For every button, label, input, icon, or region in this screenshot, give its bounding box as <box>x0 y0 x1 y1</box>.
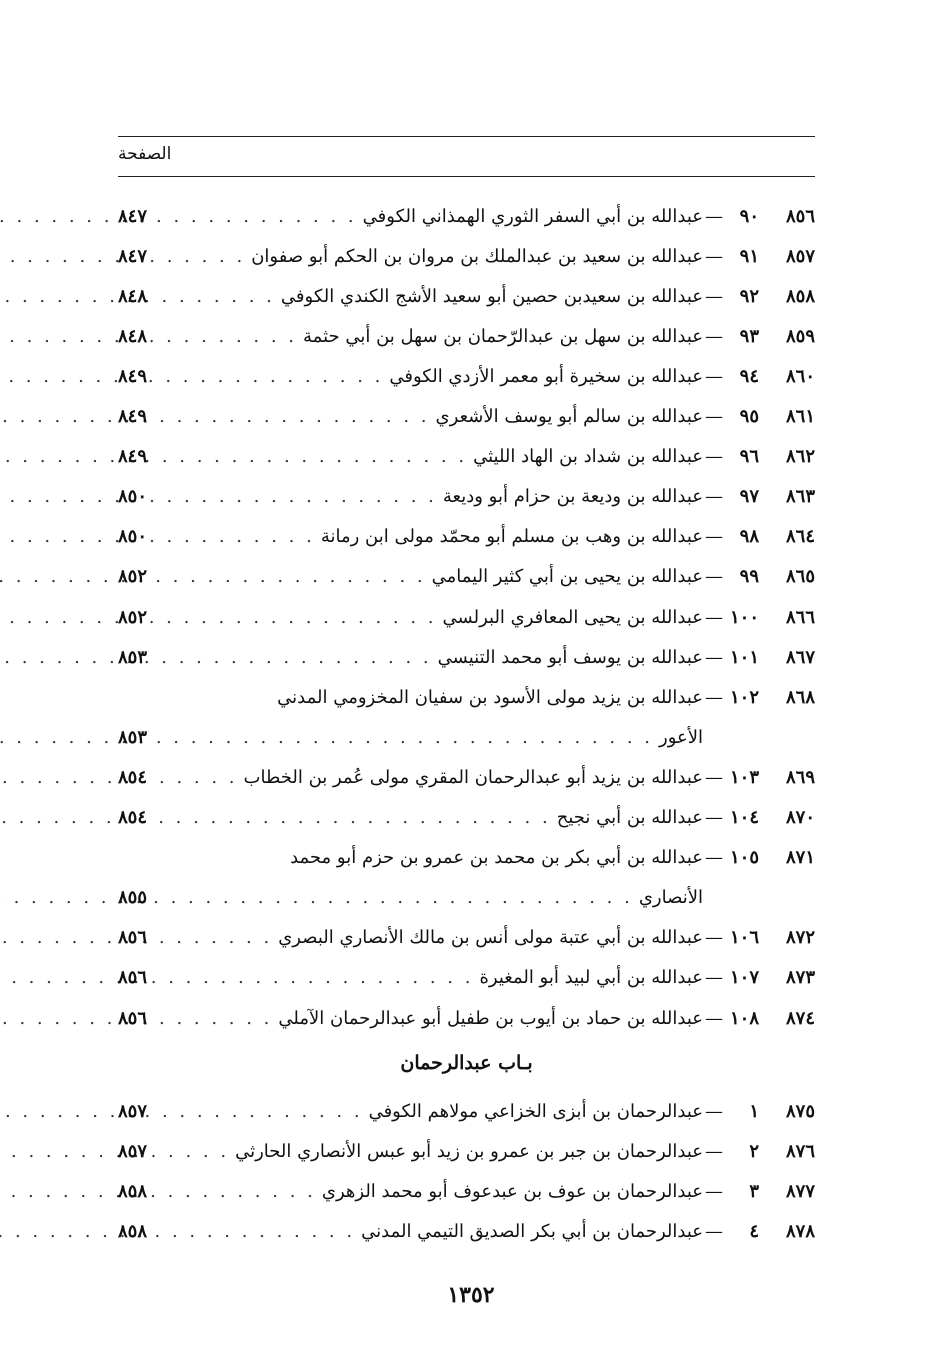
entry-dash: — <box>705 847 723 869</box>
entry-sequence-number: ٨٧٠ <box>785 807 815 828</box>
entry-number: ٩٧ <box>739 486 759 508</box>
entry-number: ١٠٢ <box>729 686 759 708</box>
entry-number: ٩٥ <box>739 406 759 427</box>
entry-dash: — <box>705 1007 723 1029</box>
entry-number: ٩٣ <box>739 325 759 347</box>
entry-sequence-number: ٨٧٥ <box>785 1100 815 1122</box>
entry-sequence-number: ٨٧٤ <box>785 1007 815 1029</box>
entry-number: ١٠٥ <box>729 847 759 869</box>
entry-page-number: ٨٥٨ <box>118 1180 148 1202</box>
entry-sequence-number: ٨٦٦ <box>785 606 815 628</box>
entry-page-number: ٨٥٧ <box>118 1100 148 1122</box>
entry-dash: — <box>705 686 723 708</box>
entry-number: ١٠١ <box>729 646 759 668</box>
entry-number: ٩٨ <box>739 526 759 548</box>
entry-dash: — <box>705 967 723 989</box>
entry-number: ٩١ <box>739 245 759 267</box>
entry-dash: — <box>705 526 723 548</box>
entry-number: ٩٩ <box>739 566 759 588</box>
entry-number: ٤ <box>749 1220 759 1242</box>
entry-page-number: ٨٤٧ <box>118 205 148 227</box>
leader-dots <box>170 1181 316 1202</box>
entry-title: عبدالله بن حماد بن أيوب بن طفيل أبو عبدالرحمان الآملي <box>278 1007 703 1029</box>
leader-dots <box>170 366 383 387</box>
leader-dots <box>170 727 653 748</box>
toc-entry <box>118 878 815 918</box>
entry-page-number: ٨٤٩ <box>118 365 148 387</box>
entry-sequence-number: ٨٦٢ <box>785 446 815 468</box>
entry-title: عبدالله بن يوسف أبو محمد التنيسي <box>437 646 703 668</box>
entry-page-number: ٨٥٤ <box>118 807 148 828</box>
entry-number: ٣ <box>749 1180 759 1202</box>
toc-entry <box>118 677 815 717</box>
entry-sequence-number: ٨٧٣ <box>785 967 815 989</box>
toc-entry <box>118 196 815 236</box>
entry-page-number: ٨٥٢ <box>118 606 148 628</box>
entry-page-number: ٨٥٦ <box>118 967 148 989</box>
entry-title: عبدالله بن أبي بكر بن محمد بن عمرو بن حزم أبو محمد <box>290 847 703 869</box>
toc-entry <box>118 1211 815 1251</box>
entry-sequence-number: ٨٦٠ <box>785 365 815 387</box>
leader-dots <box>170 647 432 668</box>
entry-title: عبدالله بن يزيد أبو عبدالرحمان المقري مولى عُمر بن الخطاب <box>243 766 703 788</box>
entry-title: عبدالله بن وديعة بن حزام أبو وديعة <box>442 486 703 508</box>
entry-sequence-number: ٨٧٨ <box>785 1220 815 1242</box>
entry-number: ١٠٧ <box>729 967 759 989</box>
entry-dash: — <box>705 446 723 468</box>
entry-dash: — <box>705 325 723 347</box>
toc-entry <box>118 236 815 276</box>
entry-sequence-number: ٨٦١ <box>785 406 815 427</box>
toc-entry <box>118 517 815 557</box>
entry-sequence-number: ٨٦٧ <box>785 646 815 668</box>
leader-dots <box>170 1221 355 1242</box>
toc-entry <box>118 1091 815 1131</box>
entry-title: الأعور <box>659 726 703 748</box>
entry-title: عبدالله بن يحيى المعافري البرلسي <box>442 606 703 628</box>
toc-entry <box>118 276 815 316</box>
toc-entry <box>118 798 815 838</box>
entry-sequence-number: ٨٦٤ <box>785 526 815 548</box>
leader-dots <box>170 566 426 587</box>
entry-number: ١ <box>749 1100 759 1122</box>
entry-title: عبدالله بن أبي السفر الثوري الهمذاني الكوفي <box>362 205 703 227</box>
entry-dash: — <box>705 766 723 788</box>
entry-sequence-number: ٨٦٩ <box>785 766 815 788</box>
entry-page-number: ٨٥٠ <box>118 526 148 548</box>
entry-number: ١٠٦ <box>729 927 759 949</box>
header-bottom-rule <box>118 176 815 177</box>
toc-entry <box>118 1171 815 1211</box>
header-top-rule <box>118 136 815 137</box>
entry-dash: — <box>705 606 723 628</box>
entry-dash: — <box>705 245 723 267</box>
toc-entry <box>118 597 815 637</box>
entry-dash: — <box>705 807 723 828</box>
entry-sequence-number: ٨٥٦ <box>785 205 815 227</box>
entry-page-number: ٨٥٢ <box>118 566 148 588</box>
entry-page-number: ٨٥٣ <box>118 646 148 668</box>
entry-sequence-number: ٨٥٧ <box>785 245 815 267</box>
entry-page-number: ٨٥٥ <box>118 887 148 909</box>
entry-number: ٢ <box>749 1140 759 1162</box>
leader-dots <box>170 887 633 908</box>
entry-title: عبدالله بن يزيد مولى الأسود بن سفيان المخزومي المدني <box>277 686 703 708</box>
entry-page-number: ٨٤٩ <box>118 406 148 427</box>
entry-dash: — <box>705 927 723 949</box>
entry-title: عبدالله بن يحيى بن أبي كثير اليمامي <box>431 566 703 588</box>
leader-dots <box>170 607 437 628</box>
entry-title: عبدالله بن أبي عتبة مولى أنس بن مالك الأنصاري البصري <box>278 927 703 949</box>
entry-title: الأنصاري <box>638 887 703 909</box>
entry-title: عبدالله بن وهب بن مسلم أبو محمّد مولى ابن رمانة <box>320 526 703 548</box>
entry-title: عبدالله بن شداد بن الهاد الليثي <box>473 446 703 468</box>
leader-dots <box>170 1008 272 1029</box>
entry-page-number: ٨٤٩ <box>118 446 148 468</box>
entry-dash: — <box>705 205 723 227</box>
entry-dash: — <box>705 285 723 307</box>
leader-dots <box>170 246 245 267</box>
entry-sequence-number: ٨٥٩ <box>785 325 815 347</box>
page-number: ١٣٥٢ <box>447 1282 495 1308</box>
leader-dots <box>170 326 297 347</box>
entry-page-number: ٨٥٦ <box>118 927 148 949</box>
toc-entry <box>118 757 815 797</box>
entry-number: ١٠٠ <box>729 606 759 628</box>
entry-number: ١٠٨ <box>729 1007 759 1029</box>
toc-entry <box>118 637 815 677</box>
toc-entry <box>118 838 815 878</box>
entry-sequence-number: ٨٦٥ <box>785 566 815 588</box>
leader-dots <box>170 526 315 547</box>
entry-dash: — <box>705 406 723 427</box>
leader-dots <box>170 1101 363 1122</box>
entry-title: عبدالله بن سالم أبو يوسف الأشعري <box>435 406 703 427</box>
entry-title: عبدالله بن سعيد بن عبدالملك بن مروان بن الحكم أبو صفوان <box>251 245 703 267</box>
entry-title: عبدالله بن سخيرة أبو معمر الأزدي الكوفي <box>389 365 703 387</box>
entry-page-number: ٨٥٧ <box>118 1140 148 1162</box>
entry-title: عبدالرحمان بن عوف بن عبدعوف أبو محمد الزهري <box>321 1180 703 1202</box>
entry-page-number: ٨٥٨ <box>118 1220 148 1242</box>
entry-number: ١٠٤ <box>729 807 759 828</box>
entry-dash: — <box>705 1140 723 1162</box>
toc-entry <box>118 397 815 437</box>
entry-sequence-number: ٨٧٢ <box>785 927 815 949</box>
section-heading: بـاب عبدالرحمان <box>400 1052 533 1074</box>
entry-title: عبدالرحمان بن أبي بكر الصديق التيمي المدني <box>361 1220 703 1242</box>
leader-dots <box>170 927 272 948</box>
toc-entry <box>118 918 815 958</box>
entry-sequence-number: ٨٧٦ <box>785 1140 815 1162</box>
page-column-label: الصفحة <box>118 144 172 164</box>
entry-page-number: ٨٤٨ <box>118 285 148 307</box>
leader-dots <box>170 286 275 307</box>
entry-title: عبدالله بن أبي لبيد أبو المغيرة <box>479 967 703 989</box>
entry-dash: — <box>705 1180 723 1202</box>
toc-entry <box>118 717 815 757</box>
entry-page-number: ٨٤٨ <box>118 325 148 347</box>
toc-entry <box>118 998 815 1038</box>
entry-sequence-number: ٨٦٨ <box>785 686 815 708</box>
leader-dots <box>170 206 357 227</box>
entry-number: ٩٢ <box>739 285 759 307</box>
leader-dots <box>170 807 551 828</box>
entry-number: ٩٠ <box>739 205 759 227</box>
entry-dash: — <box>705 646 723 668</box>
entry-number: ١٠٣ <box>729 766 759 788</box>
entry-title: عبدالله بن سهل بن عبدالرّحمان بن سهل بن أبي حثمة <box>303 325 703 347</box>
entry-title: عبدالرحمان بن أبزى الخزاعي مولاهم الكوفي <box>368 1100 703 1122</box>
entry-dash: — <box>705 365 723 387</box>
leader-dots <box>170 446 467 467</box>
entry-dash: — <box>705 1100 723 1122</box>
entry-sequence-number: ٨٦٣ <box>785 486 815 508</box>
toc-entry <box>118 1131 815 1171</box>
entry-title: عبدالله بن سعيدبن حصين أبو سعيد الأشج الكندي الكوفي <box>280 285 703 307</box>
entry-title: عبدالله بن أبي نجيح <box>556 807 703 828</box>
entry-dash: — <box>705 1220 723 1242</box>
entry-number: ٩٦ <box>739 446 759 468</box>
entry-page-number: ٨٤٧ <box>118 245 148 267</box>
leader-dots <box>170 1141 229 1162</box>
toc-entry <box>118 316 815 356</box>
entry-dash: — <box>705 486 723 508</box>
leader-dots <box>170 486 437 507</box>
leader-dots <box>170 767 238 788</box>
entry-sequence-number: ٨٧٧ <box>785 1180 815 1202</box>
entry-number: ٩٤ <box>739 365 759 387</box>
entry-sequence-number: ٨٥٨ <box>785 285 815 307</box>
toc-entry <box>118 477 815 517</box>
entry-sequence-number: ٨٧١ <box>785 847 815 869</box>
entry-page-number: ٨٥٠ <box>118 486 148 508</box>
entry-page-number: ٨٥٤ <box>118 766 148 788</box>
toc-entry <box>118 437 815 477</box>
toc-entry <box>118 958 815 998</box>
toc-entry <box>118 557 815 597</box>
toc-entry <box>118 356 815 396</box>
entry-title: عبدالرحمان بن جبر بن عمرو بن زيد أبو عبس الأنصاري الحارثي <box>235 1140 703 1162</box>
leader-dots <box>170 967 473 988</box>
entry-dash: — <box>705 566 723 588</box>
entry-page-number: ٨٥٣ <box>118 726 148 748</box>
leader-dots <box>170 406 430 427</box>
entry-page-number: ٨٥٦ <box>118 1007 148 1029</box>
